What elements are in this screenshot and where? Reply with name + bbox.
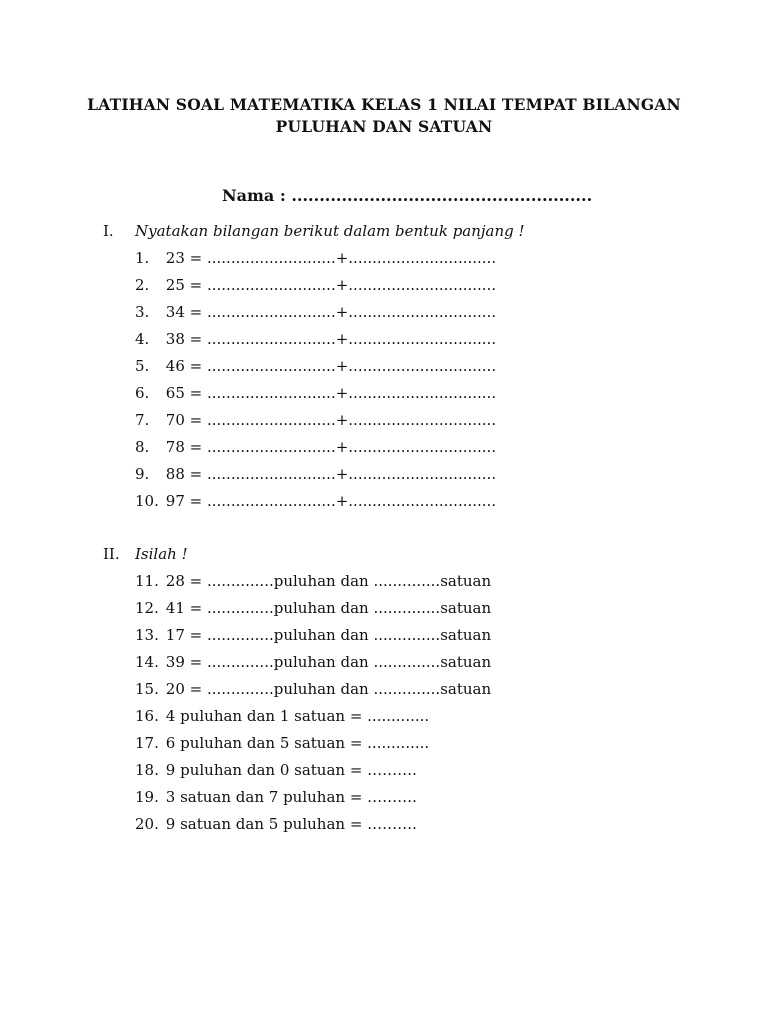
item-text: 9 satuan dan 5 puluhan = ………. xyxy=(165,815,417,833)
item-text: 70 = ...........................+............................... xyxy=(165,411,497,429)
item-text: 25 = ...........................+............................... xyxy=(165,276,497,294)
list-item xyxy=(135,248,496,268)
item-text: 28 = ..............puluhan dan ..............satuan xyxy=(165,572,492,590)
item-text: 4 puluhan dan 1 satuan = ............. xyxy=(165,707,430,725)
list-item xyxy=(135,733,429,753)
item-text: 41 = ..............puluhan dan ..............satuan xyxy=(165,599,492,617)
list-item xyxy=(135,275,496,295)
section-2-instruction: Isilah ! xyxy=(135,545,188,563)
section-1-numeral: I. xyxy=(103,222,114,240)
list-item xyxy=(135,464,496,484)
list-item xyxy=(135,410,496,430)
list-item xyxy=(135,383,496,403)
item-number: 15. xyxy=(135,680,159,698)
item-text: 39 = ..............puluhan dan ..............satuan xyxy=(165,653,492,671)
list-item xyxy=(135,302,496,322)
item-number: 20. xyxy=(135,815,159,833)
title-line-1: LATIHAN SOAL MATEMATIKA KELAS 1 NILAI TEMPAT BILANGAN xyxy=(87,95,681,114)
item-text: 6 puluhan dan 5 satuan = ............. xyxy=(165,734,430,752)
item-number: 5. xyxy=(135,357,150,375)
item-number: 13. xyxy=(135,626,159,644)
item-text: 34 = ...........................+............................... xyxy=(165,303,497,321)
item-number: 18. xyxy=(135,761,159,779)
section-2-numeral: II. xyxy=(103,545,120,563)
list-item xyxy=(135,571,491,591)
item-number: 1. xyxy=(135,249,150,267)
item-number: 3. xyxy=(135,303,150,321)
item-text: 38 = ...........................+............................... xyxy=(165,330,497,348)
item-text: 9 puluhan dan 0 satuan = ………. xyxy=(165,761,417,779)
list-item xyxy=(135,679,491,699)
item-number: 11. xyxy=(135,572,159,590)
section-1-header xyxy=(0,221,768,241)
item-number: 9. xyxy=(135,465,150,483)
list-item xyxy=(135,760,417,780)
section-1-instruction: Nyatakan bilangan berikut dalam bentuk panjang ! xyxy=(135,222,525,240)
item-number: 2. xyxy=(135,276,150,294)
item-text: 88 = ...........................+............................... xyxy=(165,465,497,483)
item-text: 23 = ...........................+............................... xyxy=(165,249,497,267)
item-text: 46 = ...........................+............................... xyxy=(165,357,497,375)
list-item xyxy=(135,437,496,457)
item-number: 7. xyxy=(135,411,150,429)
item-text: 20 = ..............puluhan dan ..............satuan xyxy=(165,680,492,698)
item-text: 17 = ..............puluhan dan ..............satuan xyxy=(165,626,492,644)
list-item xyxy=(135,706,429,726)
list-item xyxy=(135,652,491,672)
list-item xyxy=(135,787,417,807)
list-item xyxy=(135,598,491,618)
item-number: 19. xyxy=(135,788,159,806)
item-text: 78 = ...........................+............................... xyxy=(165,438,497,456)
title-line-2: PULUHAN DAN SATUAN xyxy=(275,117,493,136)
item-number: 12. xyxy=(135,599,159,617)
item-text: 97 = ...........................+............................... xyxy=(165,492,497,510)
list-item xyxy=(135,356,496,376)
item-number: 4. xyxy=(135,330,150,348)
item-number: 10. xyxy=(135,492,159,510)
item-number: 8. xyxy=(135,438,150,456)
list-item xyxy=(135,814,417,834)
list-item xyxy=(135,491,496,511)
list-item xyxy=(135,329,496,349)
item-number: 6. xyxy=(135,384,150,402)
list-item xyxy=(135,625,491,645)
section-2-header xyxy=(0,544,768,564)
name-field-line: Nama : ...................................................... xyxy=(222,186,593,205)
item-text: 3 satuan dan 7 puluhan = ………. xyxy=(165,788,417,806)
page-title xyxy=(60,94,708,138)
item-text: 65 = ...........................+............................... xyxy=(165,384,497,402)
item-number: 17. xyxy=(135,734,159,752)
item-number: 14. xyxy=(135,653,159,671)
item-number: 16. xyxy=(135,707,159,725)
